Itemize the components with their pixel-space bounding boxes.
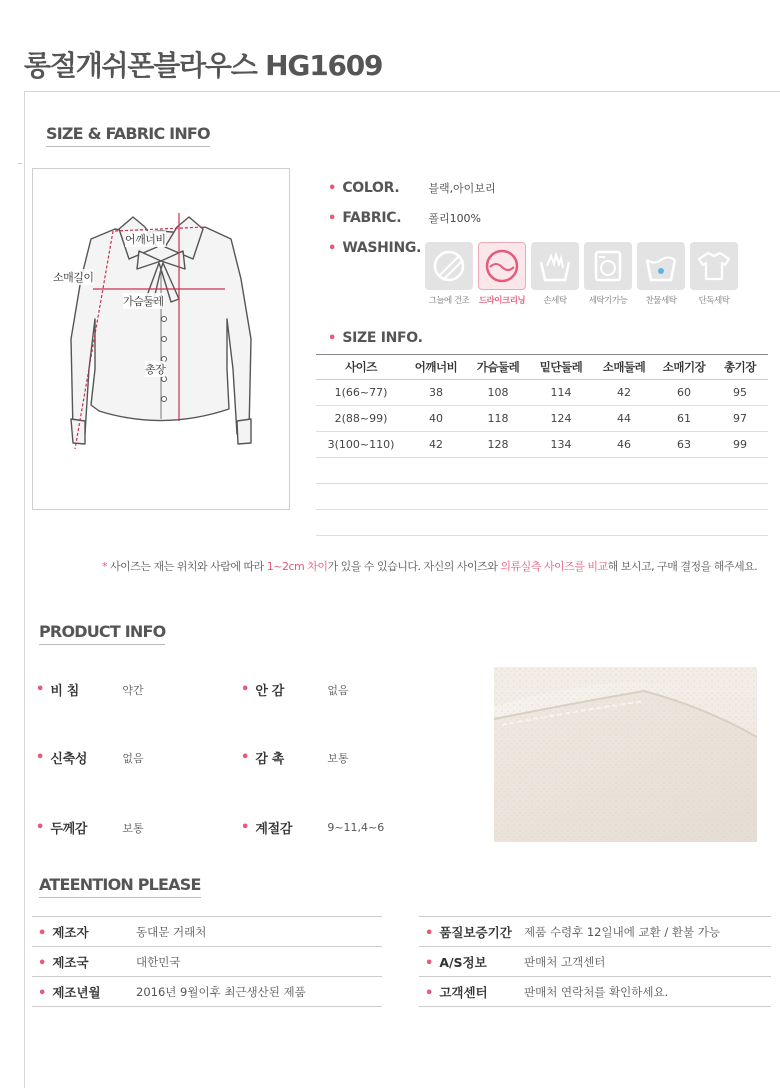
bullet-icon: • (425, 955, 434, 971)
shoulder-width-label: 어깨너비 (125, 233, 166, 246)
product-info-item: • 비 침 약간 (36, 682, 144, 699)
bullet-icon: • (328, 210, 337, 226)
product-info-item: • 두께감 보통 (36, 820, 144, 837)
wash-separate: 단독세탁 (690, 242, 738, 306)
table-row: 2(88~99) 40 118 124 44 61 97 (316, 406, 768, 432)
table-row: • 품질보증기간 제품 수령후 12일내에 교환 / 환불 가능 (419, 917, 771, 947)
washing-machine-icon (584, 242, 632, 290)
table-row-empty (316, 484, 768, 510)
bullet-icon: • (328, 180, 337, 196)
table-row-empty (316, 510, 768, 536)
bullet-icon: • (241, 750, 250, 765)
fabric-row (328, 210, 481, 226)
product-info-item: • 감 촉 보통 (241, 750, 349, 767)
bullet-icon: • (36, 750, 45, 765)
color-label: COLOR. (342, 180, 400, 196)
total-length-label: 총장 (145, 363, 166, 376)
sleeve-length-label: 소매길이 (53, 271, 94, 284)
fabric-closeup-photo (494, 667, 757, 842)
size-note: * 사이즈는 재는 위치와 사람에 따라 1~2cm 차이가 있을 수 있습니다. 자신의 사이즈와 의류실측 사이즈를 비교해 보시고, 구매 결정을 해주세요. (102, 560, 758, 573)
product-info-item: • 안 감 없음 (241, 682, 349, 699)
table-row: • 제조국 대한민국 (32, 947, 382, 977)
chest-label: 가슴둘레 (123, 295, 164, 308)
washing-icons (425, 242, 738, 306)
size-info-row (328, 330, 428, 346)
bullet-icon: • (425, 925, 434, 941)
bullet-icon: • (38, 925, 47, 941)
size-table (316, 354, 768, 536)
attention-heading: ATEENTION PLEASE (39, 875, 201, 894)
bullet-icon: • (38, 985, 47, 1001)
bullet-icon: • (36, 820, 45, 835)
product-info-heading: PRODUCT INFO (39, 622, 166, 641)
frame-left-border (24, 91, 25, 1088)
fabric-label: FABRIC. (342, 210, 402, 226)
dry-clean-icon (478, 242, 526, 290)
fabric-value: 폴리100% (428, 212, 482, 225)
table-row: 1(66~77) 38 108 114 42 60 95 (316, 380, 768, 406)
attention-table-left (32, 916, 382, 1007)
table-row: • 고객센터 판매처 연락처를 확인하세요. (419, 977, 771, 1007)
frame-tick (18, 163, 22, 164)
size-info-label: SIZE INFO. (342, 330, 423, 346)
frame-top-border (24, 91, 780, 92)
size-table-header: 사이즈 어깨너비 가슴둘레 밑단둘레 소매둘레 소매기장 총기장 (316, 355, 768, 380)
bullet-icon: • (241, 682, 250, 697)
bullet-icon: • (241, 820, 250, 835)
table-row: 3(100~110) 42 128 134 46 63 99 (316, 432, 768, 458)
wash-cold: 찬물세탁 (637, 242, 685, 306)
attention-table-right (419, 916, 771, 1007)
bullet-icon: • (36, 682, 45, 697)
color-row (328, 180, 496, 196)
table-row: • 제조자 동대문 거래처 (32, 917, 382, 947)
washing-label: WASHING. (342, 240, 422, 256)
product-info-item: • 계절감 9~11,4~6 (241, 820, 385, 837)
wash-machine: 세탁기가능 (584, 242, 632, 306)
bullet-icon: • (425, 985, 434, 1001)
product-title: 롱절개쉬폰블라우스 HG1609 (24, 49, 383, 82)
color-value: 블랙,아이보리 (428, 182, 496, 195)
washing-row (328, 240, 428, 256)
garment-diagram (32, 168, 290, 510)
table-row-empty (316, 458, 768, 484)
blouse-illustration (33, 169, 291, 511)
table-row: • A/S정보 판매처 고객센터 (419, 947, 771, 977)
wash-dry-clean: 드라이크리닝 (478, 242, 526, 306)
cold-wash-icon (637, 242, 685, 290)
shade-dry-icon (425, 242, 473, 290)
product-info-item: • 신축성 없음 (36, 750, 144, 767)
hand-wash-icon (531, 242, 579, 290)
bullet-icon: • (328, 330, 337, 346)
bullet-icon: • (38, 955, 47, 971)
wash-hand: 손세탁 (531, 242, 579, 306)
table-row: • 제조년월 2016년 9월이후 최근생산된 제품 (32, 977, 382, 1007)
separate-wash-icon (690, 242, 738, 290)
bullet-icon: • (328, 240, 337, 256)
wash-shade-dry: 그늘에 건조 (425, 242, 473, 306)
size-fabric-heading: SIZE & FABRIC INFO (46, 124, 210, 143)
